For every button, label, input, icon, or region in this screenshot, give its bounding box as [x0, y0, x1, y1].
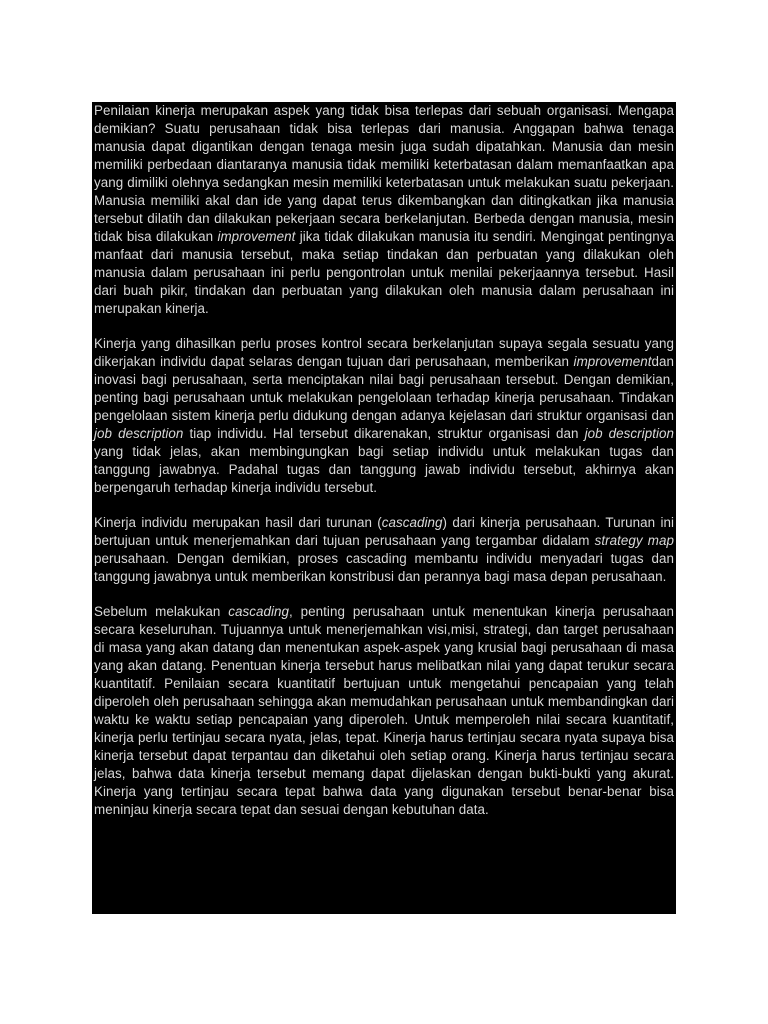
- paragraph-1: [92, 102, 676, 318]
- text-run: Penilaian kinerja merupakan aspek yang tidak bisa terlepas dari sebuah organisasi. Mengapa demikian? Suatu perusahaan tidak bisa terlepas dari manusia. Anggapan bahwa tenaga manusia dapat digantikan dengan tenaga mesin juga sudah dipatahkan. Manusia dan mesin memiliki perbedaan diantaranya manusia tidak memiliki keterbatasan dalam memanfaatkan apa yang dimiliki olehnya sedangkan mesin memiliki keterbatasan untuk melakukan suatu pekerjaan. Manusia memiliki akal dan ide yang dapat terus dikembangkan dan ditingkatkan jika manusia tersebut dilatih dan dilakukan pekerjaan secara berkelanjutan. Berbeda dengan manusia, mesin tidak bisa dilakukan: [94, 103, 674, 244]
- italic-term: improvement: [573, 354, 652, 369]
- italic-term: cascading: [381, 515, 443, 530]
- text-block: [92, 102, 676, 914]
- italic-term: strategy map: [594, 533, 674, 548]
- text-run: Kinerja individu merupakan hasil dari turunan (: [94, 515, 382, 530]
- italic-term: job description: [584, 426, 674, 441]
- text-run: ) dari kinerja perusahaan. Turunan ini bertujuan untuk menerjemahkan dari tujuan perusahaan yang tergambar didalam: [94, 515, 674, 548]
- italic-term: improvement: [217, 229, 296, 244]
- italic-term: cascading: [228, 604, 289, 619]
- paragraph-2: [92, 335, 676, 497]
- text-run: dan inovasi bagi perusahaan, serta menciptakan nilai bagi perusahaan tersebut. Dengan demikian, penting bagi perusahaan untuk melakukan pengelolaan terhadap kinerja perusahaan. Tindakan pengelolaan sistem kinerja perlu didukung dengan adanya kejelasan dari struktur organisasi dan: [94, 354, 674, 423]
- text-run: jika tidak dilakukan manusia itu sendiri. Mengingat pentingnya manfaat dari manusia tersebut, maka setiap tindakan dan perbuatan yang dilakukan oleh manusia dalam perusahaan ini perlu pengontrolan untuk menilai pekerjaannya tersebut. Hasil dari buah pikir, tindakan dan perbuatan yang dilakukan oleh manusia dalam perusahaan ini merupakan kinerja.: [94, 229, 675, 316]
- italic-term: job description: [94, 426, 184, 441]
- paragraph-4: [92, 603, 676, 819]
- text-run: , penting perusahaan untuk menentukan kinerja perusahaan secara keseluruhan. Tujuannya untuk menerjemahkan visi,misi, strategi, dan target perusahaan di masa yang akan datang dan menentukan aspek-aspek yang krusial bagi perusahaan di masa yang akan datang. Penentuan kinerja tersebut harus melibatkan nilai yang dapat terukur secara kuantitatif. Penilaian secara kuantitatif bertujuan untuk mengetahui pencapaian yang telah diperoleh oleh perusahaan sehingga akan memudahkan perusahaan untuk membandingkan dari waktu ke waktu setiap pencapaian yang diperoleh. Untuk memperoleh nilai secara kuantitatif, kinerja perlu tertinjau secara nyata, jelas, tepat. Kinerja harus tertinjau secara nyata supaya bisa kinerja tersebut dapat terpantau dan diketahui oleh setiap orang. Kinerja harus tertinjau secara jelas, bahwa data kinerja tersebut memang dapat dijelaskan dengan bukti-bukti yang akurat. Kinerja yang tertinjau secara tepat bahwa data yang digunakan tersebut benar-benar bisa meninjau kinerja secara tepat dan sesuai dengan kebutuhan data.: [94, 604, 674, 817]
- text-run: perusahaan. Dengan demikian, proses cascading membantu individu menyadari tugas dan tanggung jawabnya untuk memberikan konstribusi dan perannya bagi masa depan perusahaan.: [94, 551, 674, 584]
- text-run: yang tidak jelas, akan membingungkan bagi setiap individu untuk melakukan tugas dan tanggung jawabnya. Padahal tugas dan tanggung jawab individu tersebut, akhirnya akan berpengaruh terhadap kinerja individu tersebut.: [94, 444, 674, 495]
- paragraph-3: [92, 514, 676, 586]
- text-run: tiap individu. Hal tersebut dikarenakan, struktur organisasi dan: [183, 426, 585, 441]
- text-run: Kinerja yang dihasilkan perlu proses kontrol secara berkelanjutan supaya segala sesuatu yang dikerjakan individu dapat selaras dengan tujuan dari perusahaan, memberikan: [94, 336, 674, 369]
- text-run: Sebelum melakukan: [94, 604, 229, 619]
